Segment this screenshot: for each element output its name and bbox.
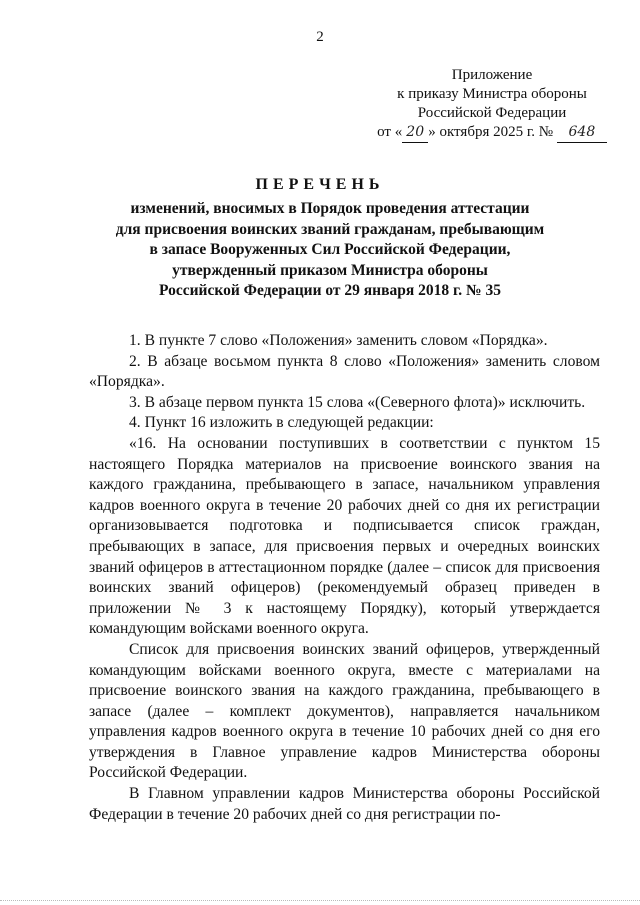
appendix-line-2: к приказу Министра обороны [397,86,587,102]
document-body [89,331,600,825]
appendix-line-1: Приложение [451,67,533,83]
paragraph: Список для присвоения воинских званий офицеров, утвержденный командующим войсками военного округа, вместе с материалами на присвоение воинского звания на каждого гражданина, пребывающего в запасе (далее – комплект документов), направляется начальником управления кадров военного округа в течение 10 рабочих дней со дня его утверждения в Главное управление кадров Министерства обороны Российской Федерации. [89,640,600,782]
subtitle-line: изменений, вносимых в Порядок проведения аттестации [130,200,530,217]
date-prefix: от « [377,124,403,140]
document-title: ПЕРЕЧЕНЬ [255,176,385,193]
paragraph: В Главном управлении кадров Министерства обороны Российской Федерации в течение 20 рабочих дней со дня регистрации по- [89,785,600,823]
subtitle-line: в запасе Вооруженных Сил Российской Федерации, [149,241,511,258]
page-number: 2 [316,29,324,45]
appendix-block [372,66,612,143]
paragraph: 3. В абзаце первом пункта 15 слова «(Северного флота)» исключить. [129,393,586,411]
subtitle-line: Российской Федерации от 29 января 2018 г. № 35 [159,282,501,299]
appendix-date-line [372,123,612,143]
date-middle: » октября 2025 г. № [428,124,554,140]
handwritten-day: 20 [402,123,428,143]
subtitle-line: для присвоения воинских званий гражданам, пребывающим [115,220,545,238]
paragraph: 1. В пункте 7 слово «Положения» заменить словом «Порядка». [129,332,548,349]
scan-edge-divider [0,897,640,901]
paragraph: 2. В абзаце восьмом пункта 8 слово «Положения» заменить словом «Порядка». [89,352,600,391]
document-subtitle [60,199,600,302]
subtitle-line: утвержденный приказом Министра обороны [172,261,488,279]
handwritten-order-number: 648 [557,123,607,143]
paragraph: 4. Пункт 16 изложить в следующей редакции: [129,414,434,432]
paragraph: «16. На основании поступивших в соответствии с пунктом 15 настоящего Порядка материалов на присвоение воинского звания на каждого гражданина, пребывающего в запасе, начальником управления кадров военного округа в течение 20 рабочих дней со дня их регистрации организовывается подготовка и подписывается список граждан, пребывающих в запасе, для присвоения первых и очередных воинских званий офицеров в аттестационном порядке (далее – список для присвоения воинских званий офицеров) (рекомендуемый образец приведен в приложении № 3 к настоящему Порядку), который утверждается командующим войсками военного округа. [89,434,600,638]
appendix-line-3: Российской Федерации [417,105,567,121]
